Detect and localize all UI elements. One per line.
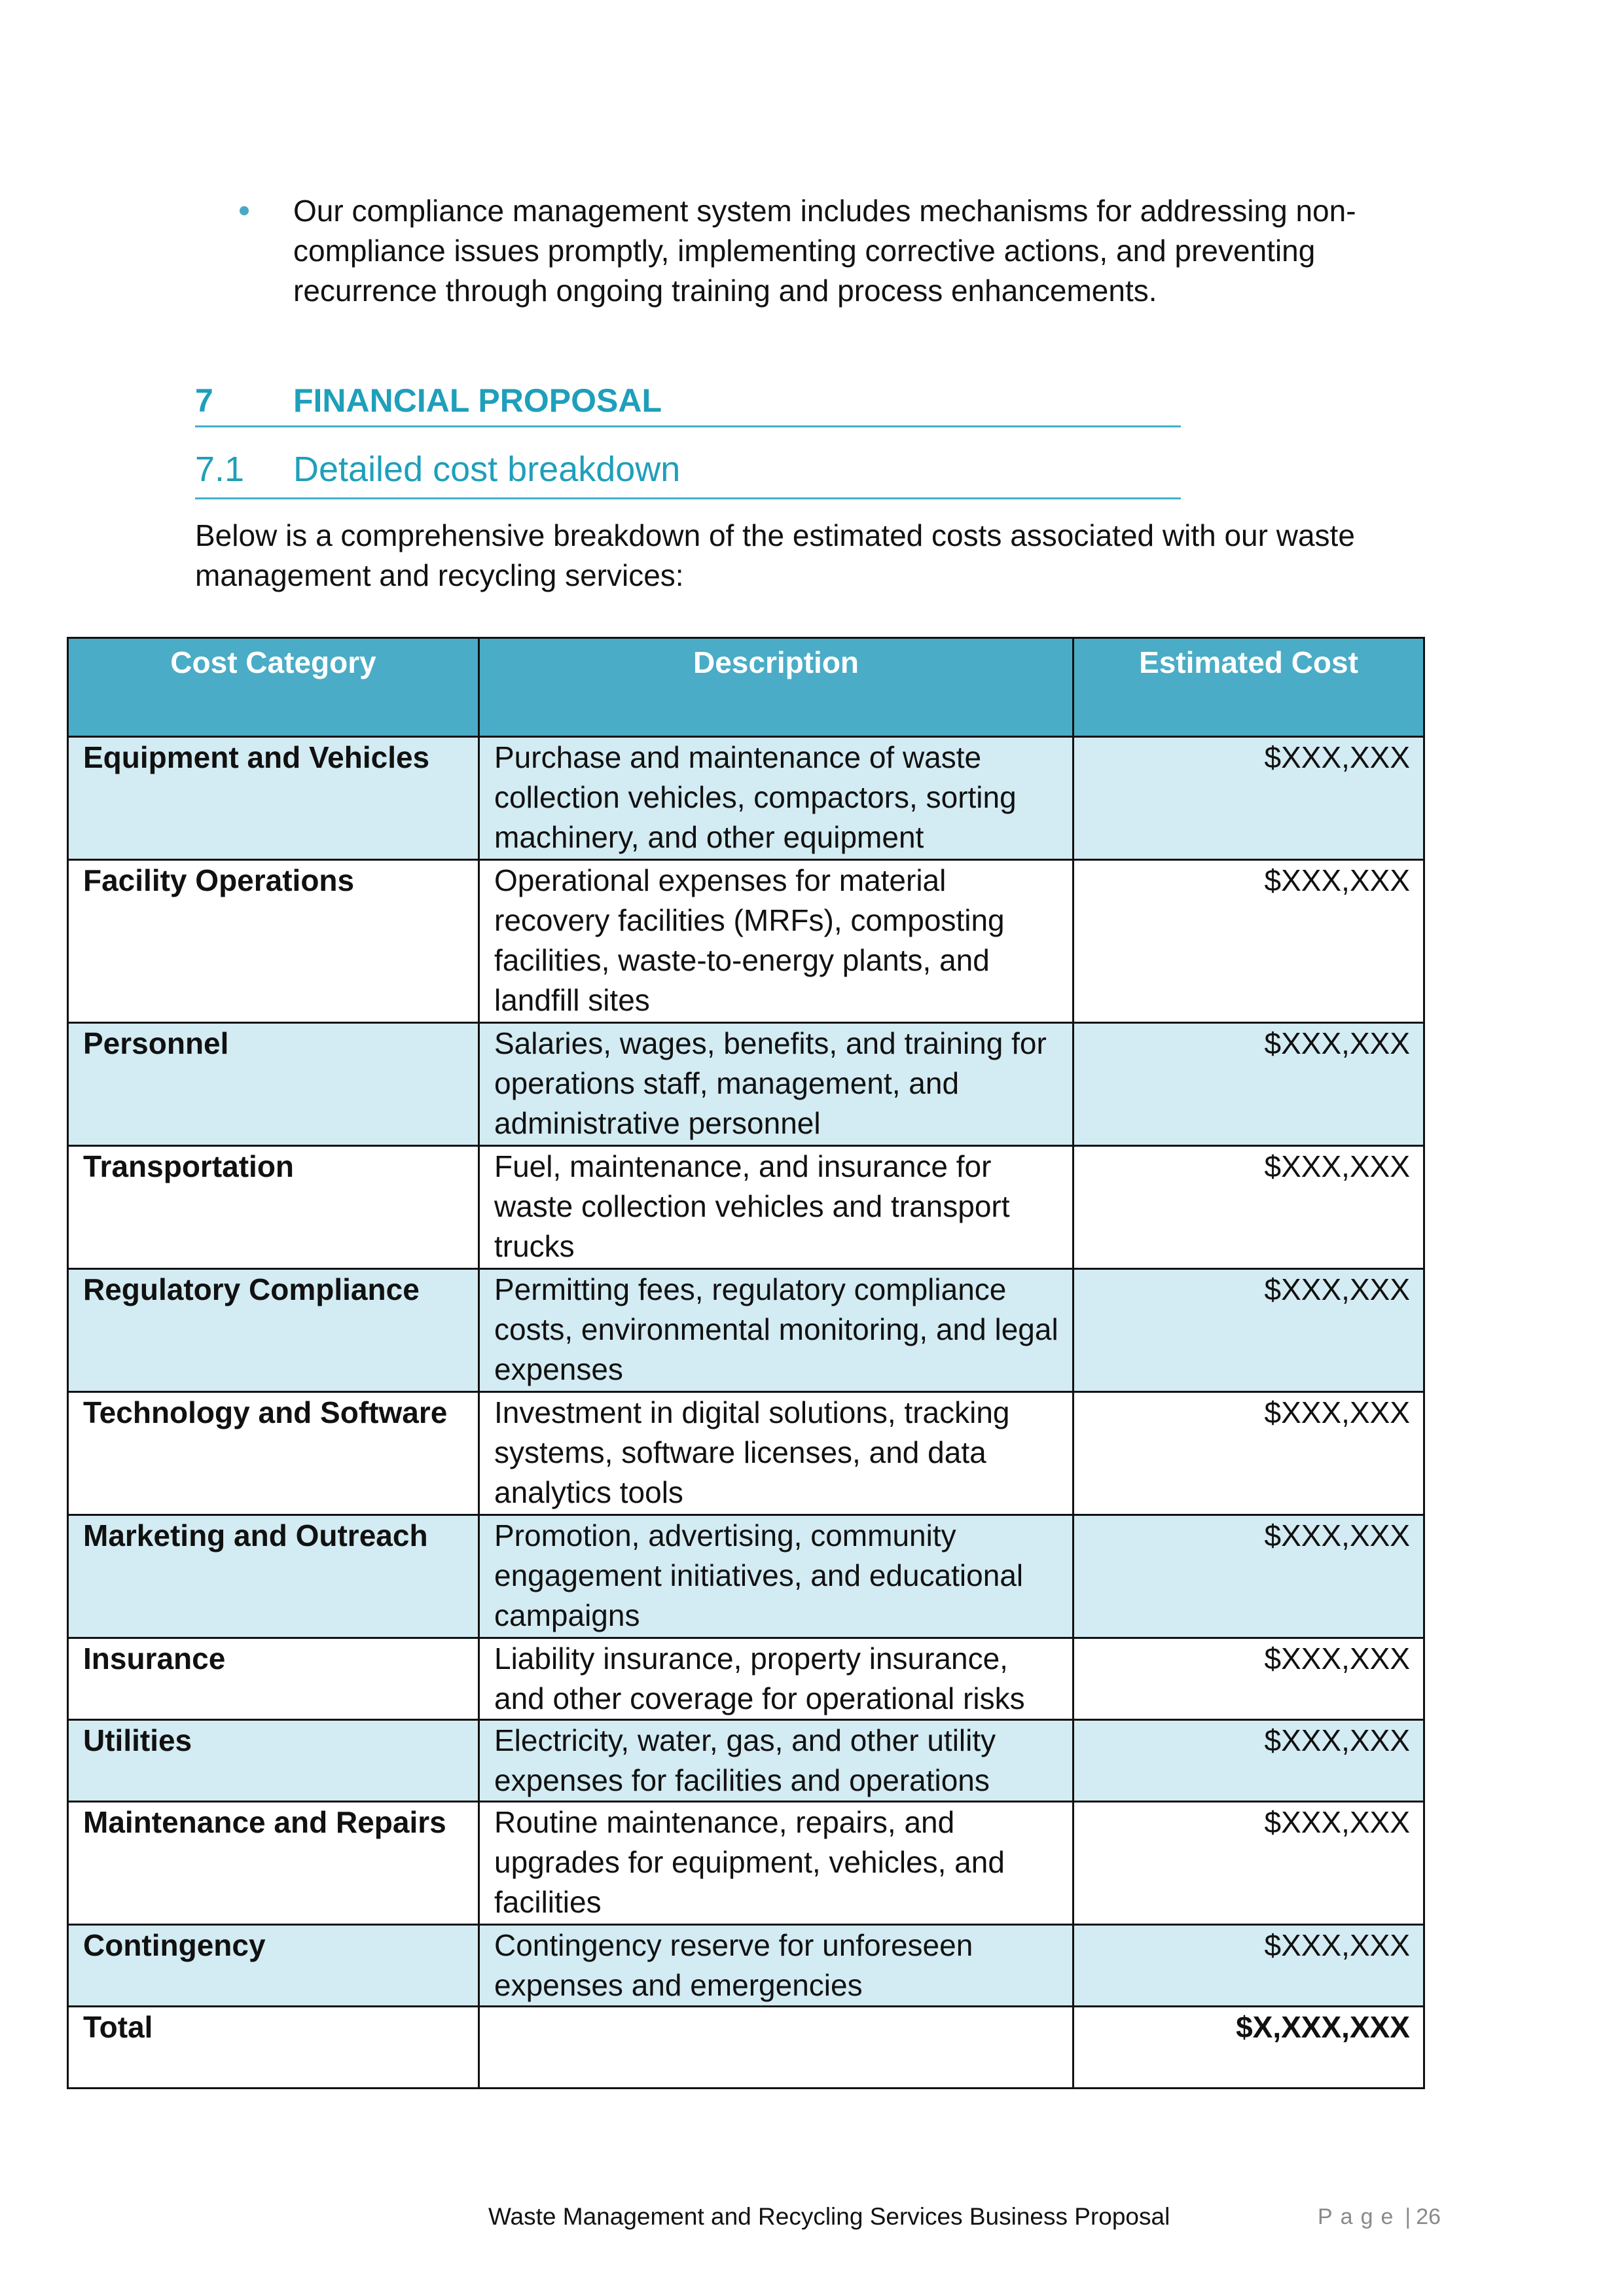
row-category: Technology and Software	[68, 1392, 479, 1515]
section-heading	[195, 373, 1181, 427]
subsection-heading	[195, 442, 1181, 499]
table-row	[68, 1023, 1424, 1146]
row-description: Salaries, wages, benefits, and training for operations staff, management, and administrative personnel	[479, 1023, 1074, 1146]
footer-page-number: 26	[1416, 2204, 1441, 2229]
row-description: Operational expenses for material recovery facilities (MRFs), composting facilities, waste-to-energy plants, and landfill sites	[479, 860, 1074, 1023]
row-category: Facility Operations	[68, 860, 479, 1023]
row-cost: $XXX,XXX	[1074, 1023, 1424, 1146]
row-cost: $XXX,XXX	[1074, 1720, 1424, 1802]
row-cost: $XXX,XXX	[1074, 1638, 1424, 1720]
table-row	[68, 737, 1424, 860]
row-category: Maintenance and Repairs	[68, 1802, 479, 1925]
header-description: Description	[479, 638, 1074, 737]
row-description: Contingency reserve for unforeseen expenses and emergencies	[479, 1925, 1074, 2007]
row-cost: $XXX,XXX	[1074, 1515, 1424, 1638]
row-cost: $XXX,XXX	[1074, 1925, 1424, 2007]
row-category: Utilities	[68, 1720, 479, 1802]
cost-breakdown-table	[67, 637, 1425, 2089]
row-description: Purchase and maintenance of waste collection vehicles, compactors, sorting machinery, and other equipment	[479, 737, 1074, 860]
table-row	[68, 1802, 1424, 1925]
row-category: Insurance	[68, 1638, 479, 1720]
bullet-item	[240, 191, 1392, 311]
table-row	[68, 860, 1424, 1023]
row-category: Marketing and Outreach	[68, 1515, 479, 1638]
intro-paragraph: Below is a comprehensive breakdown of the estimated costs associated with our waste management and recycling services:	[195, 518, 1355, 592]
footer-page-word: Page	[1318, 2204, 1401, 2229]
row-cost: $XXX,XXX	[1074, 1269, 1424, 1392]
row-description: Liability insurance, property insurance, and other coverage for operational risks	[479, 1638, 1074, 1720]
footer-page-indicator	[1318, 2200, 1441, 2233]
footer-separator: |	[1405, 2204, 1411, 2229]
table-row	[68, 1638, 1424, 1720]
table-header-row	[68, 638, 1424, 737]
row-category: Personnel	[68, 1023, 479, 1146]
row-cost: $XXX,XXX	[1074, 1392, 1424, 1515]
section-title: FINANCIAL PROPOSAL	[293, 382, 662, 419]
table-row	[68, 1515, 1424, 1638]
row-cost: $XXX,XXX	[1074, 1802, 1424, 1925]
row-cost: $XXX,XXX	[1074, 860, 1424, 1023]
subsection-title: Detailed cost breakdown	[293, 450, 681, 489]
table-row	[68, 1720, 1424, 1802]
row-cost: $XXX,XXX	[1074, 737, 1424, 860]
row-description: Fuel, maintenance, and insurance for waste collection vehicles and transport trucks	[479, 1146, 1074, 1269]
row-description: Promotion, advertising, community engagement initiatives, and educational campaigns	[479, 1515, 1074, 1638]
footer-document-title: Waste Management and Recycling Services Business Proposal	[488, 2203, 1170, 2230]
table-row	[68, 1269, 1424, 1392]
bullet-text: Our compliance management system includes mechanisms for addressing non-compliance issues promptly, implementing corrective actions, and preventing recurrence through ongoing training and process enhancements.	[293, 194, 1356, 308]
row-category: Transportation	[68, 1146, 479, 1269]
row-description: Routine maintenance, repairs, and upgrades for equipment, vehicles, and facilities	[479, 1802, 1074, 1925]
row-category: Equipment and Vehicles	[68, 737, 479, 860]
row-category: Regulatory Compliance	[68, 1269, 479, 1392]
table-row	[68, 1392, 1424, 1515]
bullet-icon	[240, 206, 249, 215]
section-number: 7	[195, 382, 213, 419]
total-description	[479, 2007, 1074, 2089]
row-description: Permitting fees, regulatory compliance costs, environmental monitoring, and legal expenses	[479, 1269, 1074, 1392]
header-estimated-cost: Estimated Cost	[1074, 638, 1424, 737]
row-description: Electricity, water, gas, and other utility expenses for facilities and operations	[479, 1720, 1074, 1802]
row-description: Investment in digital solutions, tracking systems, software licenses, and data analytics tools	[479, 1392, 1074, 1515]
total-row	[68, 2007, 1424, 2089]
table-row	[68, 1925, 1424, 2007]
header-cost-category: Cost Category	[68, 638, 479, 737]
row-category: Contingency	[68, 1925, 479, 2007]
total-label: Total	[68, 2007, 479, 2089]
table-row	[68, 1146, 1424, 1269]
row-cost: $XXX,XXX	[1074, 1146, 1424, 1269]
total-cost: $X,XXX,XXX	[1074, 2007, 1424, 2089]
subsection-number: 7.1	[195, 450, 245, 489]
